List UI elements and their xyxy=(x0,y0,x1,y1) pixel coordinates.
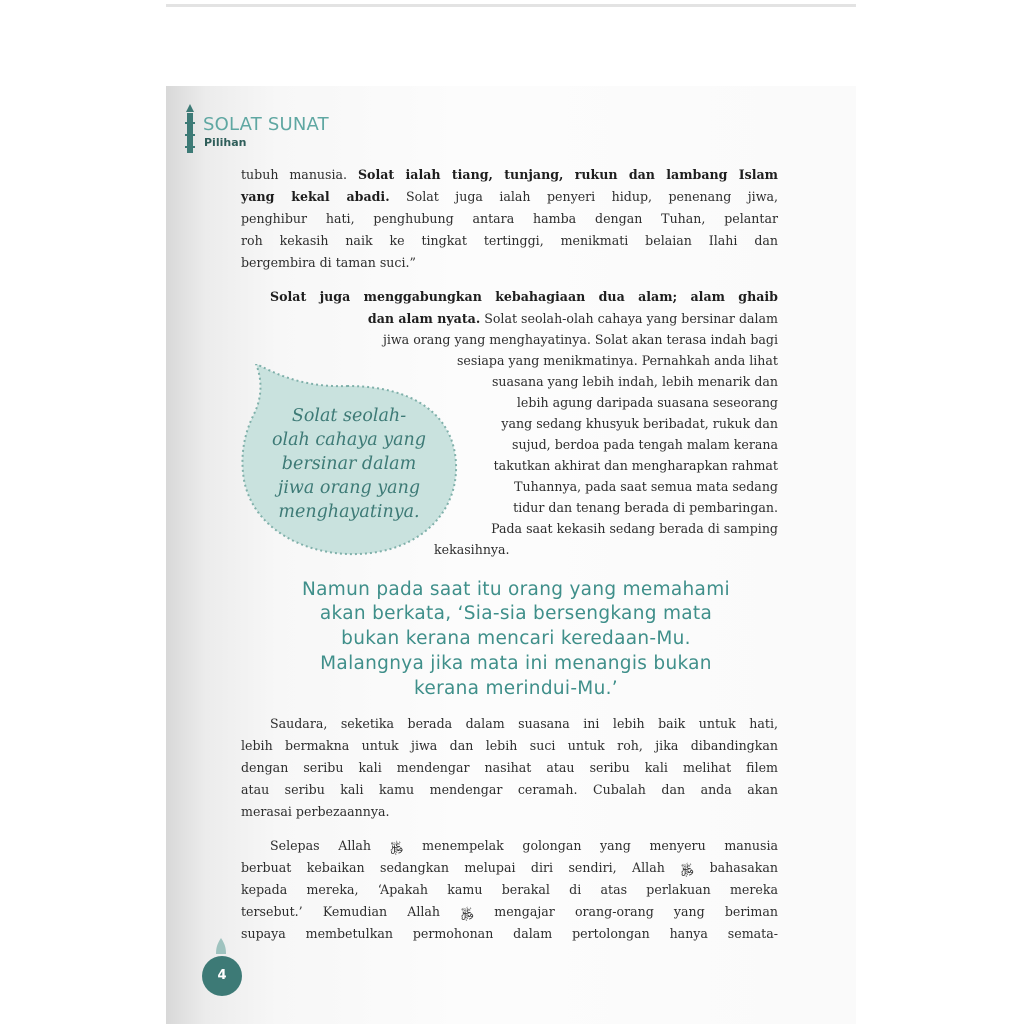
paragraph-3-line-1: Saudara, seketika berada dalam suasana ini lebih baik untuk hati, xyxy=(270,716,778,731)
paragraph-4-line-4: tersebut.’ Kemudian Allah ﷿ mengajar orang-orang yang beriman xyxy=(241,904,778,919)
paragraph-2-line-3: jiwa orang yang menghayatinya. Solat akan terasa indah bagi xyxy=(382,332,778,347)
paragraph-4-line-3: kepada mereka, ‘Apakah kamu berakal di atas perlakuan mereka xyxy=(241,882,778,897)
paragraph-2-line-13: kekasihnya. xyxy=(434,542,510,557)
running-header-subtitle: Pilihan xyxy=(204,136,247,149)
paragraph-4-line-5: supaya membetulkan permohonan dalam pertolongan hanya semata- xyxy=(241,926,778,941)
bubble-quote-line-4: jiwa orang yang xyxy=(277,478,421,498)
paragraph-2-line-12: Pada saat kekasih sedang berada di samping xyxy=(491,521,778,536)
pull-quote-line-5: kerana merindui-Mu.’ xyxy=(414,678,618,699)
running-header-title: SOLAT SUNAT xyxy=(203,114,329,135)
paragraph-1-line-4: roh kekasih naik ke tingkat tertinggi, menikmati belaian Ilahi dan xyxy=(241,233,778,248)
paragraph-2-line-6: lebih agung daripada suasana seseorang xyxy=(516,395,778,410)
paragraph-1-line-3: penghibur hati, penghubung antara hamba dengan Tuhan, pelantar xyxy=(241,211,778,226)
book-page xyxy=(166,86,856,1024)
paragraph-2-line-10: Tuhannya, pada saat semua mata sedang xyxy=(514,479,778,494)
paragraph-2-line-4: sesiapa yang menikmatinya. Pernahkah anda lihat xyxy=(456,353,778,368)
paragraph-3-line-5: merasai perbezaannya. xyxy=(241,804,390,819)
pull-quote-line-1: Namun pada saat itu orang yang memahami xyxy=(302,579,730,600)
paragraph-2-line-11: tidur dan tenang berada di pembaringan. xyxy=(513,500,778,515)
pull-quote-line-2: akan berkata, ‘Sia-sia bersengkang mata xyxy=(319,603,713,624)
bubble-quote-line-3: bersinar dalam xyxy=(281,454,417,474)
minaret-ornament-icon xyxy=(184,104,196,156)
paragraph-2-line-1: Solat juga menggabungkan kebahagiaan dua alam; alam ghaib xyxy=(270,289,778,304)
pull-quote-line-4: Malangnya jika mata ini menangis bukan xyxy=(320,653,712,674)
paragraph-4-line-2: berbuat kebaikan sedangkan melupai diri sendiri, Allah ﷿ bahasakan xyxy=(241,860,778,875)
top-divider xyxy=(166,4,856,7)
paragraph-3-line-3: dengan seribu kali mendengar nasihat atau seribu kali melihat filem xyxy=(241,760,778,775)
page-number: 4 xyxy=(202,956,242,996)
paragraph-1-line-5: bergembira di taman suci.” xyxy=(241,255,416,270)
bubble-quote-line-5: menghayatinya. xyxy=(278,502,420,522)
paragraph-4-line-1: Selepas Allah ﷿ menempelak golongan yang menyeru manusia xyxy=(270,838,778,853)
paragraph-1-line-2: yang kekal abadi. Solat juga ialah penyeri hidup, penenang jiwa, xyxy=(241,189,779,204)
paragraph-2-line-2: dan alam nyata. Solat seolah-olah cahaya yang bersinar dalam xyxy=(367,311,778,326)
paragraph-3-line-2: lebih bermakna untuk jiwa dan lebih suci untuk roh, jika dibandingkan xyxy=(241,738,778,753)
paragraph-2-line-5: suasana yang lebih indah, lebih menarik dan xyxy=(491,374,778,389)
page-number-ornament-icon xyxy=(214,938,228,954)
bubble-quote-line-2: olah cahaya yang xyxy=(271,430,426,450)
paragraph-2-line-8: sujud, berdoa pada tengah malam kerana xyxy=(512,437,778,452)
pull-quote-line-3: bukan kerana mencari keredaan-Mu. xyxy=(341,628,691,649)
paragraph-2-line-7: yang sedang khusyuk beribadat, rukuk dan xyxy=(501,416,778,431)
bubble-quote-line-1: Solat seolah- xyxy=(291,406,407,426)
paragraph-1-line-1: tubuh manusia. Solat ialah tiang, tunjang, rukun dan lambang Islam xyxy=(241,167,778,182)
paragraph-2-line-9: takutkan akhirat dan mengharapkan rahmat xyxy=(493,458,778,473)
paragraph-3-line-4: atau seribu kali kamu mendengar ceramah. Cubalah dan anda akan xyxy=(241,782,778,797)
